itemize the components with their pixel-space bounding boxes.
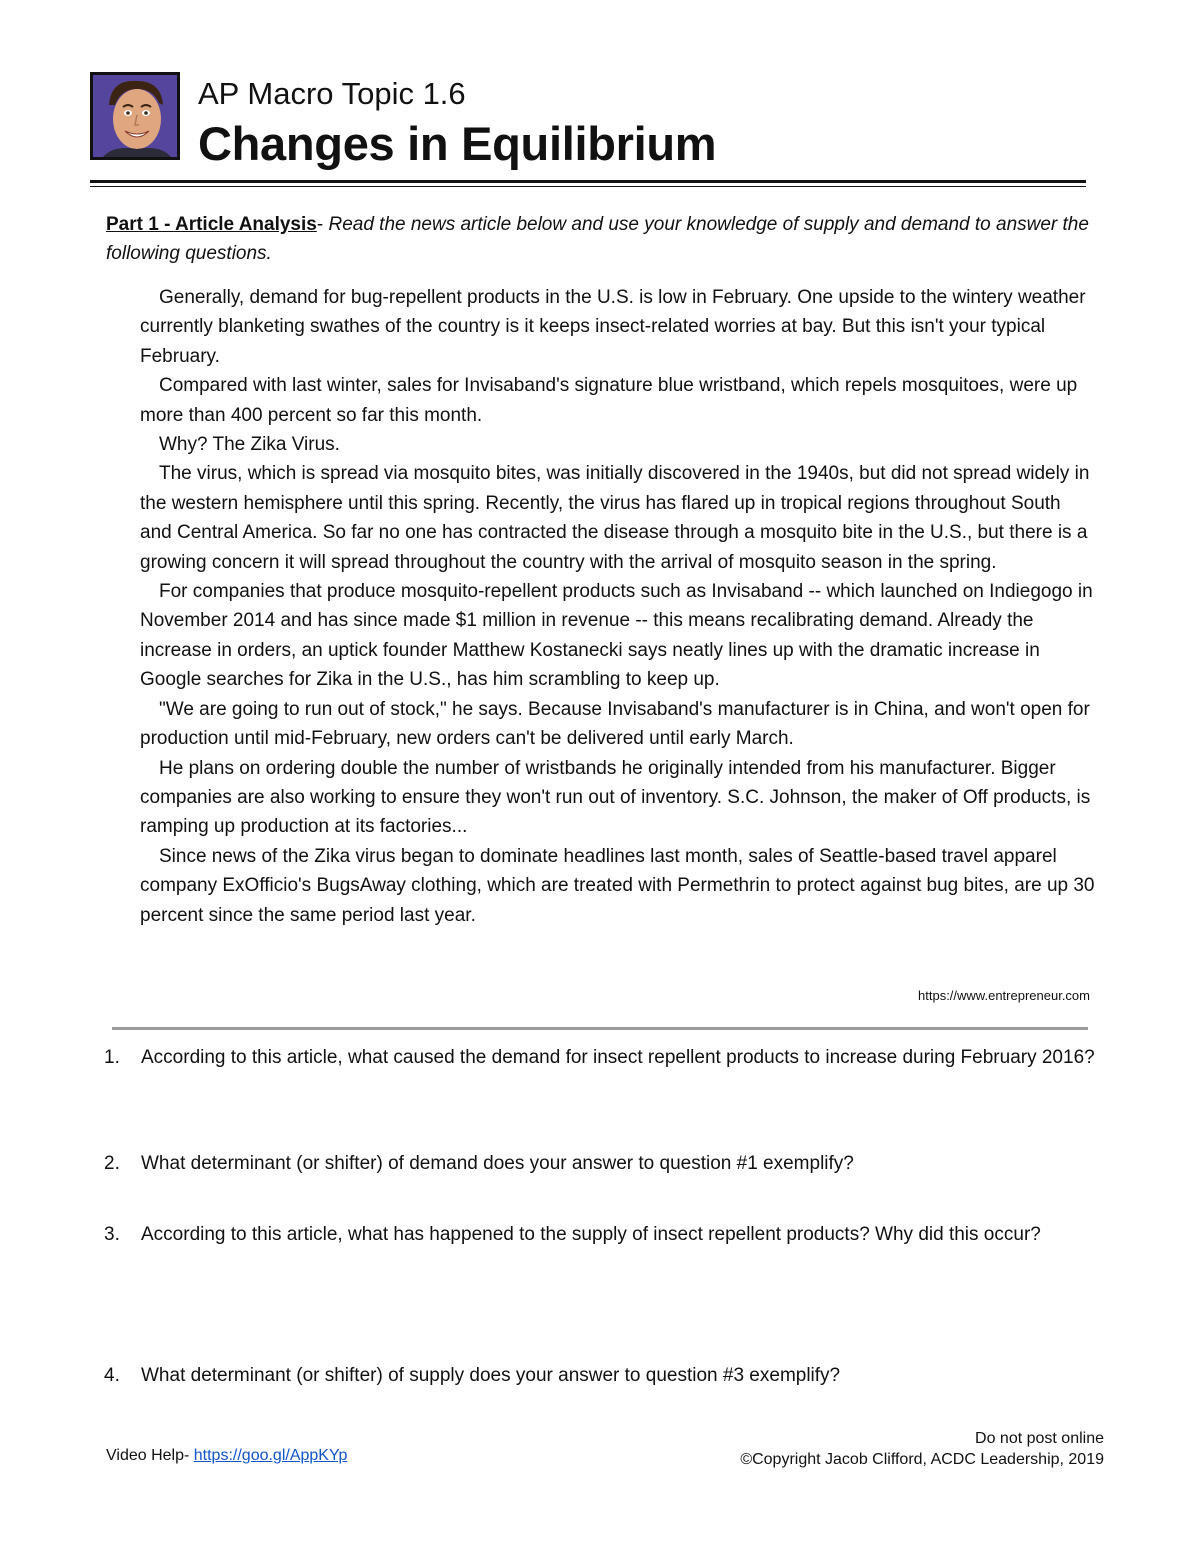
question-text: According to this article, what caused the demand for insect repellent products to increase during February 2016? (141, 1047, 1095, 1068)
article-paragraph: For companies that produce mosquito-repellent products such as Invisaband -- which launched on Indiegogo in November 2014 and has since made $1 million in revenue -- this means recalibrating demand. Already the increase in orders, an uptick founder Matthew Kostanecki says neatly lines up with the dramatic increase in Google searches for Zika in the U.S., has him scrambling to keep up. (140, 581, 1093, 691)
section-instructions: Read the news article below and use your knowledge of supply and demand to answer the following questions. (106, 214, 1089, 264)
article-paragraph: Since news of the Zika virus began to dominate headlines last month, sales of Seattle-based travel apparel company ExOfficio's BugsAway clothing, which are treated with Permethrin to protect against bug bites, are up 30 percent since the same period last year. (140, 845, 1095, 926)
question-number: 1. (104, 1047, 120, 1068)
article-paragraph: The virus, which is spread via mosquito bites, was initially discovered in the 1940s, but did not spread widely in the western hemisphere until this spring. Recently, the virus has flared up in tropical regions throughout South and Central America. So far no one has contracted the disease through a mosquito bite in the U.S., but there is a growing concern it will spread throughout the country with the arrival of mosquito season in the spring. (140, 463, 1090, 573)
author-photo (90, 72, 180, 160)
article-paragraph: He plans on ordering double the number of wristbands he originally intended from his manufacturer. Bigger companies are also working to ensure they won't run out of inventory. S.C. Johnson, the maker of Off products, is ramping up production at its factories... (140, 757, 1091, 838)
news-article (140, 283, 1095, 930)
question-number: 4. (104, 1365, 120, 1386)
header-rule-thin (90, 186, 1086, 187)
section-label: Part 1 - Article Analysis (106, 214, 317, 235)
video-help-label: Video Help- (106, 1447, 194, 1464)
question-item (104, 1358, 1099, 1393)
copyright-text: ©Copyright Jacob Clifford, ACDC Leadership, 2019 (740, 1451, 1104, 1468)
video-help (106, 1447, 347, 1465)
section-intro (106, 210, 1096, 268)
article-paragraph: Why? The Zika Virus. (159, 434, 340, 456)
question-text: According to this article, what has happened to the supply of insect repellent products? Why did this occur? (141, 1224, 1041, 1245)
topic-heading: AP Macro Topic 1.6 (198, 76, 466, 111)
article-source: https://www.entrepreneur.com (918, 988, 1090, 1003)
question-number: 2. (104, 1153, 120, 1174)
page-header (90, 72, 1086, 182)
question-item (104, 1217, 1099, 1252)
section-divider (112, 1027, 1088, 1030)
no-post-notice: Do not post online (975, 1430, 1104, 1447)
question-item (104, 1040, 1099, 1075)
article-paragraph: Compared with last winter, sales for Invisaband's signature blue wristband, which repels mosquitoes, were up more than 400 percent so far this month. (140, 375, 1078, 426)
question-item (104, 1146, 1099, 1181)
article-paragraph: Generally, demand for bug-repellent products in the U.S. is low in February. One upside to the wintery weather currently blanketing swathes of the country is it keeps insect-related worries at bay. But this isn't your typical February. (140, 287, 1086, 367)
question-text: What determinant (or shifter) of demand does your answer to question #1 exemplify? (141, 1153, 854, 1174)
footer-copyright (620, 1428, 1104, 1470)
article-paragraph: "We are going to run out of stock," he says. Because Invisaband's manufacturer is in China, and won't open for production until mid-February, new orders can't be delivered until early March. (140, 698, 1090, 750)
question-text: What determinant (or shifter) of supply does your answer to question #3 exemplify? (141, 1365, 841, 1386)
question-number: 3. (104, 1224, 120, 1245)
header-rule-thick (90, 180, 1086, 183)
section-dash: - (316, 214, 329, 235)
page-title: Changes in Equilibrium (198, 117, 717, 170)
video-help-link[interactable]: https://goo.gl/AppKYp (193, 1447, 348, 1464)
